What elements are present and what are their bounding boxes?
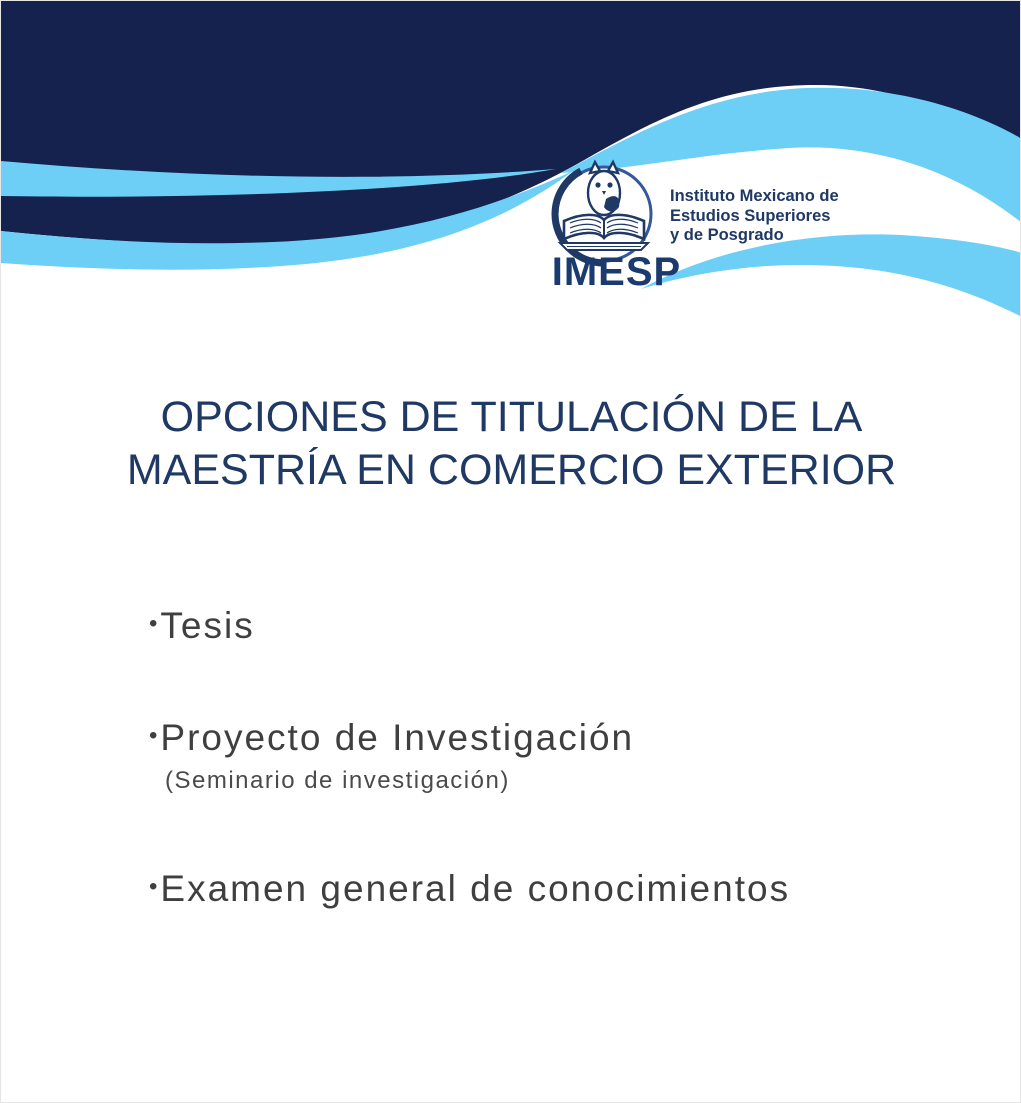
slide-title-line1: OPCIONES DE TITULACIÓN DE LA xyxy=(160,393,863,441)
bullet-item-tesis xyxy=(149,605,255,647)
bullet-item-proyecto xyxy=(149,717,634,795)
bullet-item-examen xyxy=(149,868,790,910)
institute-name-line2: Estudios Superiores xyxy=(670,206,831,225)
slide-title-line2: MAESTRÍA EN COMERCIO EXTERIOR xyxy=(126,446,897,494)
bullet-text-proyecto: Proyecto de Investigación xyxy=(160,717,635,758)
slide-title xyxy=(1,391,1021,497)
bullet-marker: • xyxy=(149,722,160,750)
lightblue-swoosh-shape xyxy=(641,234,1021,317)
book-icon xyxy=(560,215,648,250)
institute-name-line3: y de Posgrado xyxy=(670,226,784,244)
bullet-marker: • xyxy=(149,873,160,901)
institute-name-line1: Instituto Mexicano de xyxy=(670,187,839,205)
bullet-text-examen: Examen general de conocimientos xyxy=(160,868,791,909)
bullet-marker: • xyxy=(149,610,160,638)
bullet-text-tesis: Tesis xyxy=(160,605,255,646)
institute-name xyxy=(670,187,870,246)
bullet-subtext-seminario: (Seminario de investigación) xyxy=(165,767,510,794)
header-wave-graphic xyxy=(1,1,1021,361)
imesp-logo xyxy=(555,162,651,263)
owl-icon xyxy=(588,162,620,215)
logo-acronym: IMESP xyxy=(551,250,682,294)
